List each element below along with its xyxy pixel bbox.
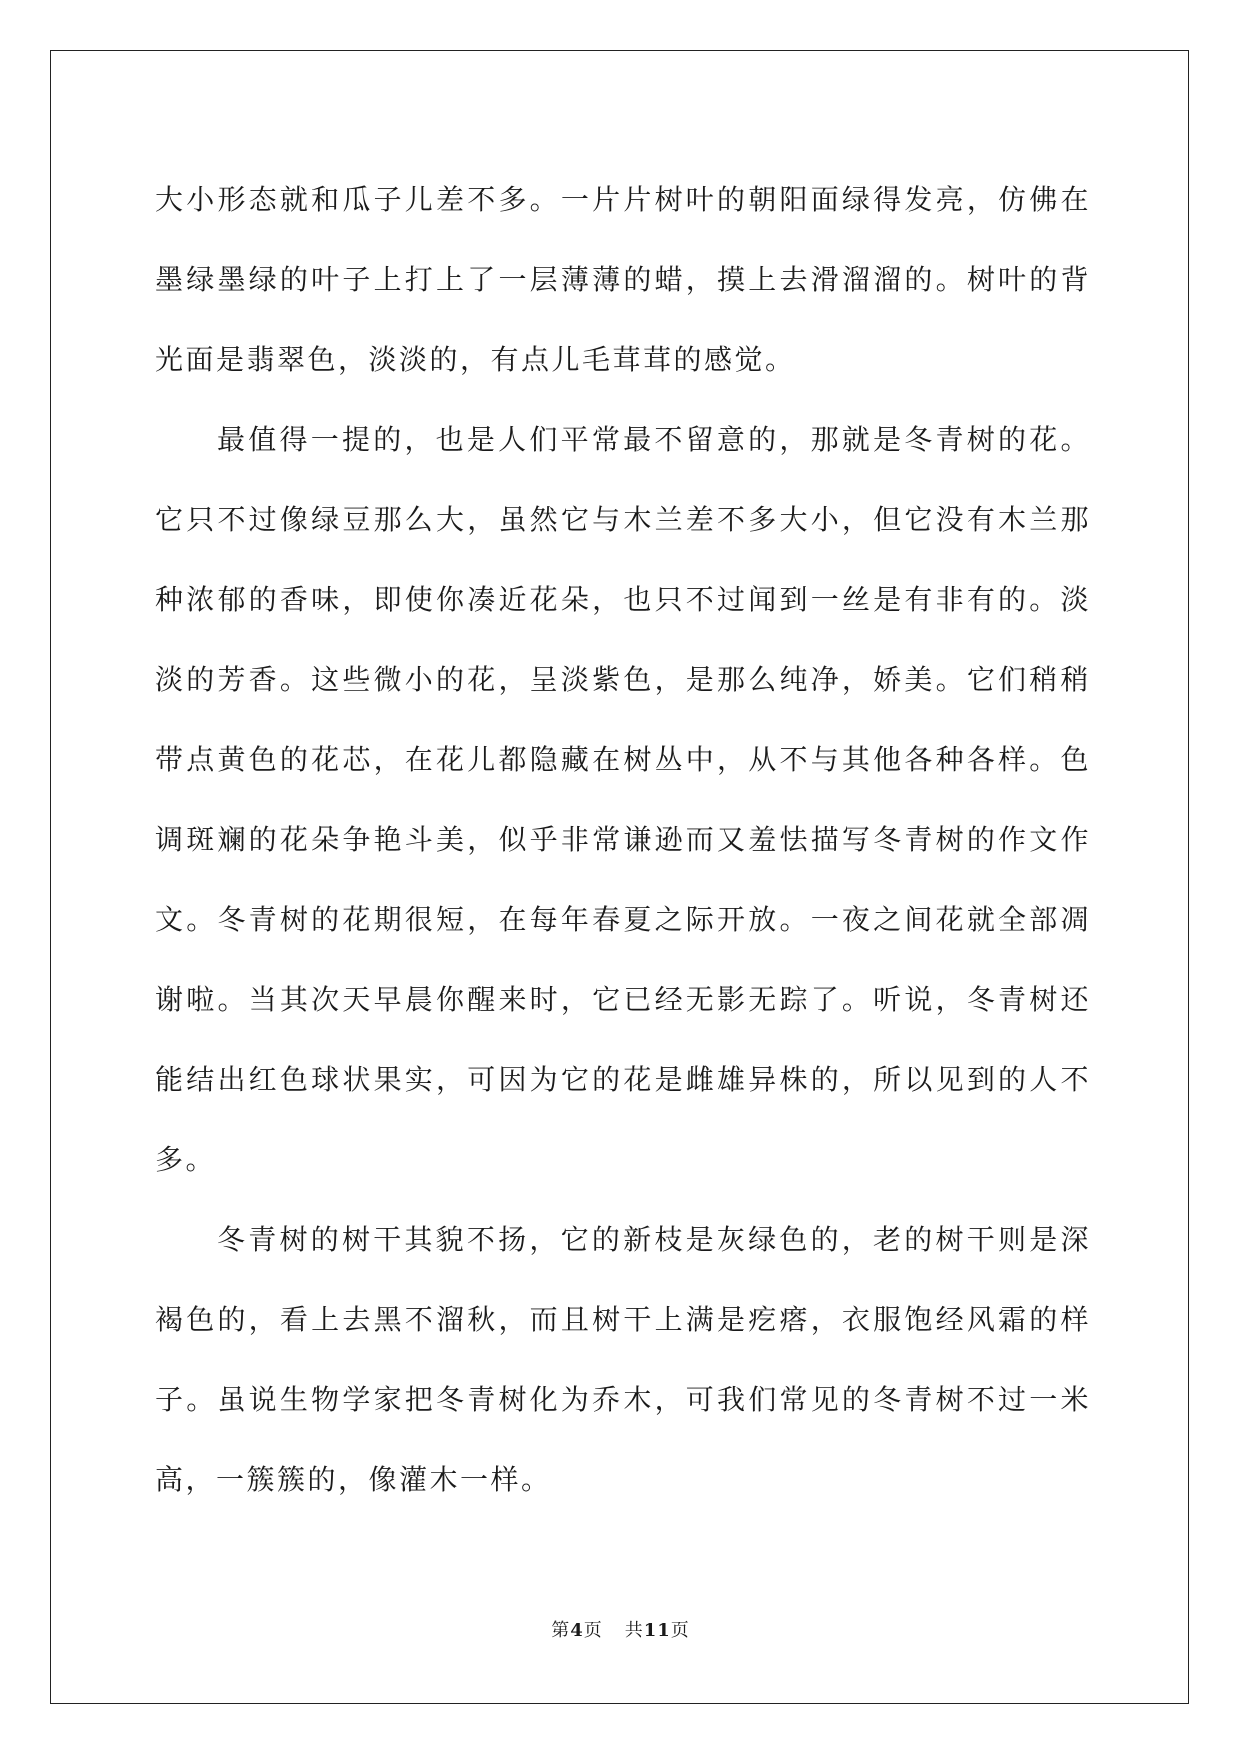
current-page-number: 4 — [570, 1620, 584, 1641]
footer-total-suffix: 页 — [670, 1620, 690, 1641]
footer-total-prefix: 共 — [624, 1620, 644, 1641]
page-footer — [0, 1616, 1241, 1642]
paragraph-3: 冬青树的树干其貌不扬，它的新枝是灰绿色的，老的树干则是深褐色的，看上去黑不溜秋，而且树干上满是疙瘩，衣服饱经风霜的样子。虽说生物学家把冬青树化为乔木，可我们常见的冬青树不过一米高，一簇簇的，像灌木一样。 — [155, 1223, 1091, 1496]
document-body — [155, 160, 1091, 1520]
footer-page-suffix: 页 — [583, 1620, 603, 1641]
paragraph-1: 大小形态就和瓜子儿差不多。一片片树叶的朝阳面绿得发亮，仿佛在墨绿墨绿的叶子上打上了一层薄薄的蜡，摸上去滑溜溜的。树叶的背光面是翡翠色，淡淡的，有点儿毛茸茸的感觉。 — [155, 183, 1091, 376]
total-page-count: 11 — [643, 1620, 671, 1641]
paragraph-2: 最值得一提的，也是人们平常最不留意的，那就是冬青树的花。它只不过像绿豆那么大，虽然它与木兰差不多大小，但它没有木兰那种浓郁的香味，即使你凑近花朵，也只不过闻到一丝是有非有的。淡淡的芳香。这些微小的花，呈淡紫色，是那么纯净，娇美。它们稍稍带点黄色的花芯，在花儿都隐藏在树丛中，从不与其他各种各样。色调斑斓的花朵争艳斗美，似乎非常谦逊而又羞怯描写冬青树的作文作文。冬青树的花期很短，在每年春夏之际开放。一夜之间花就全部凋谢啦。当其次天早晨你醒来时，它已经无影无踪了。听说，冬青树还能结出红色球状果实，可因为它的花是雌雄异株的，所以见到的人不多。 — [155, 423, 1091, 1176]
footer-prefix: 第 — [551, 1620, 571, 1641]
